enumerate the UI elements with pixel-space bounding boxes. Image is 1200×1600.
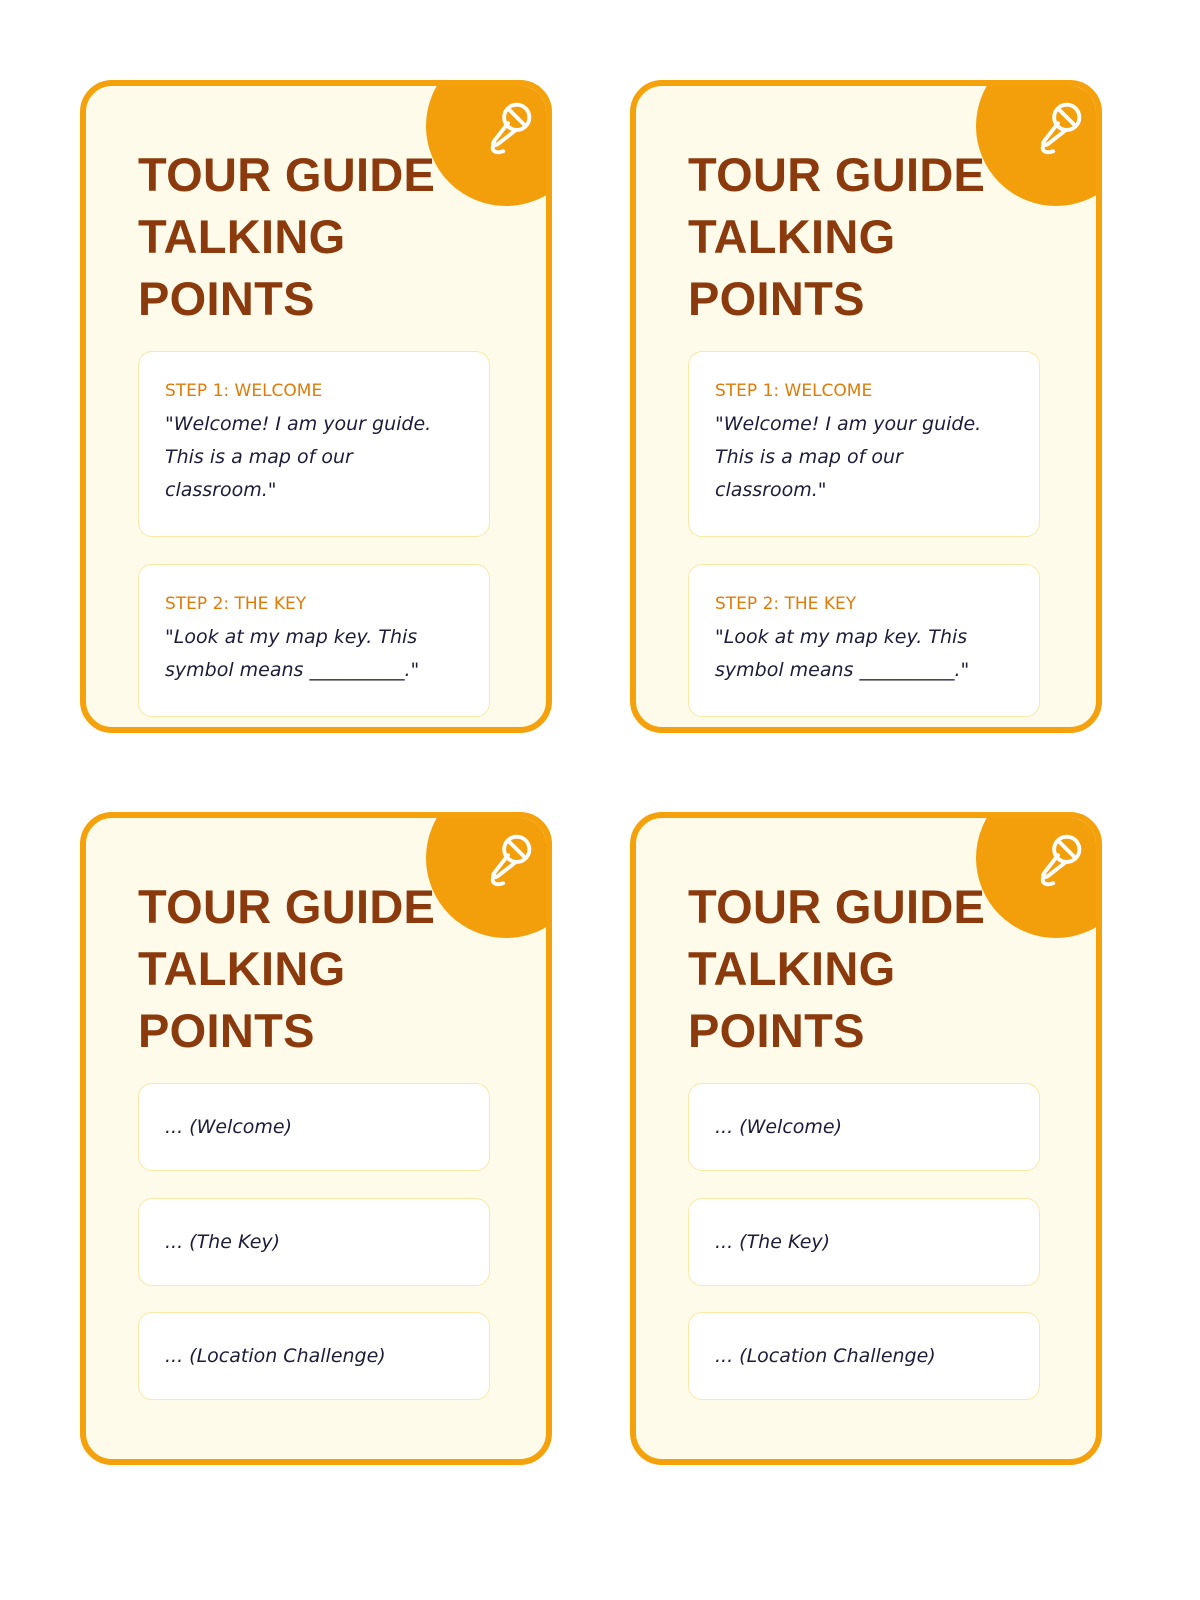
- step-label: STEP 1: WELCOME: [165, 381, 323, 401]
- corner-badge: [426, 80, 552, 206]
- step-quote: "Welcome! I am your guide. This is a map of our classroom.": [165, 413, 432, 501]
- title-line: TOUR GUIDE: [138, 148, 436, 201]
- title-line: POINTS: [688, 272, 865, 325]
- outline-text: ... (The Key): [165, 1231, 281, 1253]
- step-label: STEP 1: WELCOME: [715, 381, 873, 401]
- outline-box-location: [688, 1312, 1040, 1400]
- outline-text: ... (Location Challenge): [715, 1345, 936, 1367]
- step-quote: "Look at my map key. This symbol means __________.": [715, 626, 970, 681]
- step-quote: "Look at my map key. This symbol means __________.": [165, 626, 420, 681]
- outline-box-key: [138, 1198, 490, 1286]
- title-line: TOUR GUIDE: [688, 880, 986, 933]
- step-box-welcome: [138, 351, 490, 537]
- title-line: TALKING: [138, 210, 346, 263]
- outline-box-key: [688, 1198, 1040, 1286]
- talking-points-card-4: [630, 812, 1102, 1465]
- microphone-icon: [478, 828, 540, 890]
- outline-box-welcome: [138, 1083, 490, 1171]
- outline-text: ... (Welcome): [715, 1116, 843, 1138]
- card-title: [688, 144, 985, 330]
- title-line: TALKING: [688, 210, 896, 263]
- microphone-icon: [1028, 96, 1090, 158]
- title-line: POINTS: [138, 272, 315, 325]
- talking-points-card-2: [630, 80, 1102, 733]
- microphone-icon: [478, 96, 540, 158]
- title-line: TALKING: [138, 942, 346, 995]
- title-line: POINTS: [138, 1004, 315, 1057]
- corner-badge: [426, 812, 552, 938]
- step-box-welcome: [688, 351, 1040, 537]
- corner-badge: [976, 812, 1102, 938]
- card-title: [138, 144, 435, 330]
- talking-points-card-3: [80, 812, 552, 1465]
- outline-box-location: [138, 1312, 490, 1400]
- step-box-key: [688, 564, 1040, 717]
- corner-badge: [976, 80, 1102, 206]
- outline-text: ... (Location Challenge): [165, 1345, 386, 1367]
- card-title: [138, 876, 435, 1062]
- card-title: [688, 876, 985, 1062]
- step-label: STEP 2: THE KEY: [715, 594, 857, 614]
- talking-points-card-1: [80, 80, 552, 733]
- title-line: TALKING: [688, 942, 896, 995]
- outline-text: ... (The Key): [715, 1231, 831, 1253]
- step-quote: "Welcome! I am your guide. This is a map of our classroom.": [715, 413, 982, 501]
- title-line: TOUR GUIDE: [138, 880, 436, 933]
- microphone-icon: [1028, 828, 1090, 890]
- outline-box-welcome: [688, 1083, 1040, 1171]
- title-line: POINTS: [688, 1004, 865, 1057]
- outline-text: ... (Welcome): [165, 1116, 293, 1138]
- step-label: STEP 2: THE KEY: [165, 594, 307, 614]
- step-box-key: [138, 564, 490, 717]
- title-line: TOUR GUIDE: [688, 148, 986, 201]
